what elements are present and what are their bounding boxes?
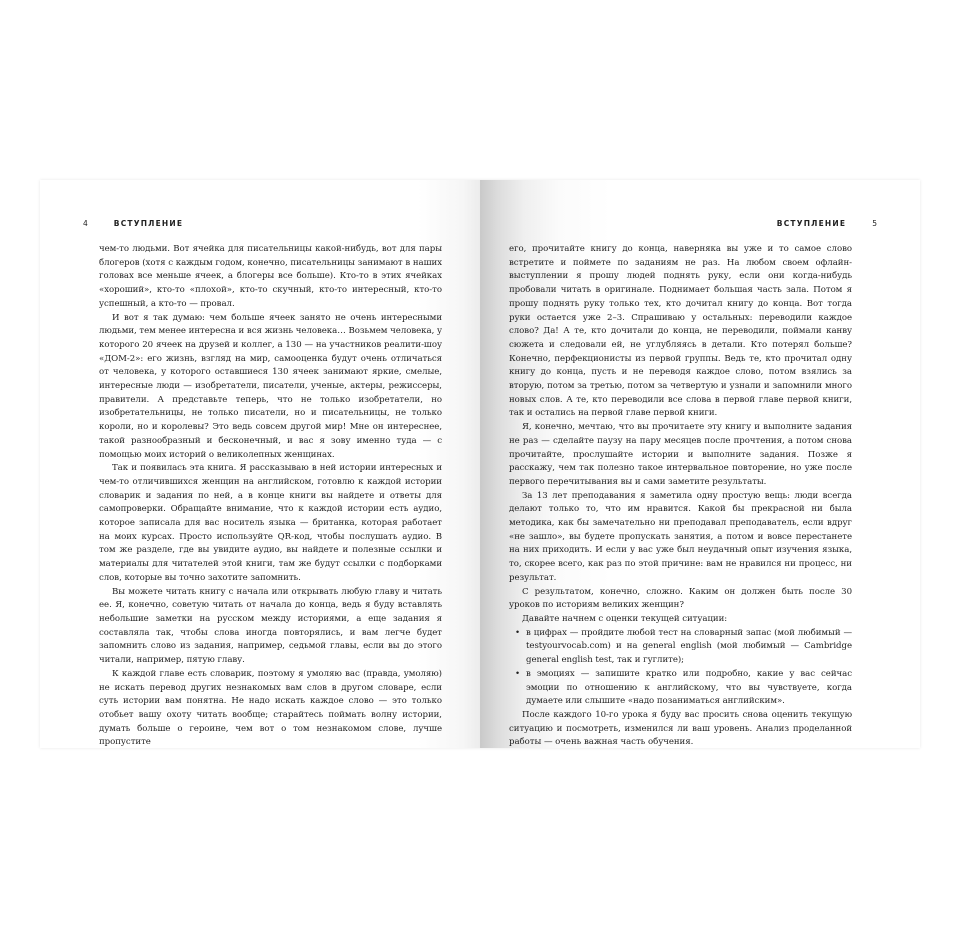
paragraph: Так и появилась эта книга. Я рассказываю в ней истории интересных и чем-то отличившихся женщин на английском, готовлю к каждой истории словарик и задания по ней, а в конце книги вы найдете и ответы для самопроверки. Обращайте внимание, что к каждой истории есть аудио, которое записала для вас носитель языка — британка, которая работает на моих курсах. Просто используйте QR-код, чтобы послушать аудио. В том же разделе, где вы увидите аудио, вы найдете и полезные ссылки и материалы для читателей этой книги, там же будут ссылки с подборками слов, которые вы точно захотите запомнить. (99, 463, 442, 583)
paragraph: К каждой главе есть словарик, поэтому я умоляю вас (правда, умоляю) не искать перевод других незнакомых вам слов в другом словаре, если суть истории вам понятна. Не надо искать каждое слово — это только отобьет вашу охоту читать вообще; старайтесь поймать волну истории, думать больше о героине, чем вот о том незнакомом слове, лучше пропустите (99, 668, 442, 748)
paragraph: Давайте начнем с оценки текущей ситуации: (522, 613, 728, 624)
paragraph: чем-то людьми. Вот ячейка для писательницы какой-нибудь, вот для пары блогеров (хотя с каждым годом, конечно, писательницы занимают в наших головах все меньше ячеек, а блогеры все больше). Кто-то в этих ячейках «хороший», кто-то «плохой», кто-то скучный, кто-то интересный, кто-то успешный, а кто-то — провал. (99, 244, 442, 309)
paragraph: После каждого 10-го урока я буду вас просить снова оценить текущую ситуацию и посмотреть, изменился ли ваш уровень. Анализ проделанной работы — очень важная часть обучения. (509, 709, 852, 748)
paragraph: С результатом, конечно, сложно. Каким он должен быть после 30 уроков по историям великих женщин? (509, 586, 852, 611)
right-chapter-title: ВСТУПЛЕНИЕ (776, 219, 847, 228)
list-item: • в эмоциях — запишите кратко или подробно, какие у вас сейчас эмоции по отношению к английскому, что вы чувствуете, когда думаете или слышите «надо позаниматься английским». (509, 668, 852, 709)
left-page (40, 180, 480, 748)
right-page-number: 5 (872, 219, 877, 228)
paragraph: И вот я так думаю: чем больше ячеек занято не очень интересными людьми, тем менее интересна и вся жизнь человека… Возьмем человека, у которого 20 ячеек на друзей и коллег, а 130 — на участников реалити-шоу «ДОМ-2»: его жизнь, взгляд на мир, самооценка будут очень отличаться от человека, у которого оставшиеся 130 ячеек занимают яркие, смелые, интересные люди — изобретатели, писатели, ученые, актеры, режиссеры, правители. А представьте теперь, что не только изобретатели, но изобретательницы, не только писатели, но и писательницы, не только короли, но и королевы? Это ведь совсем другой мир! Мне он интереснее, такой разнообразный и бесконечный, и вас я зову именно туда — с помощью моих историй о великолепных женщинах. (99, 312, 442, 460)
paragraph: Вы можете читать книгу с начала или открывать любую главу и читать ее. Я, конечно, советую читать от начала до конца, ведь я буду вставлять небольшие заметки на русском между историями, а еще задания я составляла так, чтобы слова иногда повторялись, и вам легче будет запомнить слово из задания, например, седьмой главы, если вы до этого читали, например, пятую главу. (99, 586, 442, 666)
paragraph: Я, конечно, мечтаю, что вы прочитаете эту книгу и выполните задания не раз — сделайте паузу на пару месяцев после прочтения, а потом снова прочитайте, прослушайте истории и выполните задания. Позже я расскажу, чем так полезно такое интервальное повторение, но уже после первого перечитывания вы и сами заметите результаты. (509, 422, 852, 487)
bullet-list (509, 627, 852, 709)
left-page-number: 4 (83, 219, 88, 228)
right-page (480, 180, 920, 748)
paragraph: его, прочитайте книгу до конца, наверняка вы уже и то самое слово встретите и поймете по заданиям не раз. На любом своем офлайн-выступлении я прошу людей поднять руку, если они когда-нибудь пробовали читать в оригинале. Поднимает большая часть зала. Потом я прошу поднять руку только тех, кто дочитал книгу до конца. Вот тогда руки остается уже 2–3. Спрашиваю у остальных: переводили каждое слово? Да! А те, кто дочитали до конца, не переводили, поймали канву сюжета и следовали ей, не углубляясь в детали. Кто потерял больше? Конечно, перфекционисты из первой группы. Ведь те, кто прочитал одну книгу до конца, пусть и не переводя каждое слово, потом взялись за вторую, потом за третью, потом за четвертую и узнали и запомнили много новых слов. А те, кто переводили все слова в первой главе первой книги, так и остались на первой главе первой книги. (509, 244, 852, 419)
left-page-body (99, 243, 442, 748)
right-running-head (777, 219, 877, 228)
left-running-head (83, 219, 183, 228)
list-item: • в цифрах — пройдите любой тест на словарный запас (мой любимый — testyourvocab.com) и на general english (мой любимый — Cambridge general english test, так и гуглите); (509, 627, 852, 668)
left-chapter-title: ВСТУПЛЕНИЕ (113, 219, 184, 228)
paragraph: За 13 лет преподавания я заметила одну простую вещь: люди всегда делают только то, что им нравится. Какой бы прекрасной ни была методика, как бы замечательно ни преподавал преподаватель, если вдруг «не зашло», вы будете пропускать занятия, а потом и вовсе перестанете на них приходить. И если у вас уже был неудачный опыт изучения языка, то, скорее всего, как раз по этой причине: вам не нравился ни процесс, ни результат. (509, 490, 852, 583)
right-page-body (509, 243, 852, 748)
book-spread (40, 180, 920, 748)
